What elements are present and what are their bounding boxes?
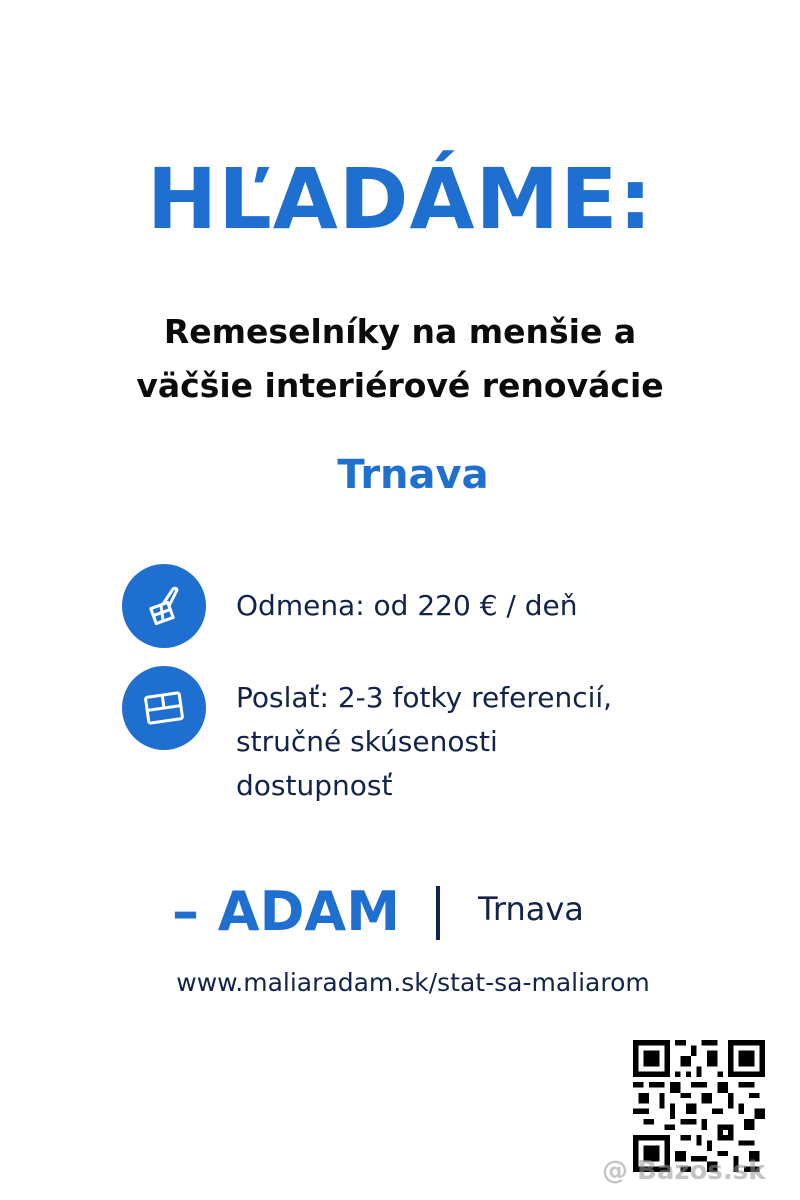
send-line-1: Poslať: 2-3 fotky referencií, [236, 681, 613, 714]
photos-icon [122, 666, 206, 750]
paint-brush-icon [122, 564, 206, 648]
subhead-line-2: väčšie interiérové renovácie [136, 366, 664, 405]
reward-text [236, 584, 578, 628]
send-text [236, 676, 612, 808]
subhead-line-1: Remeselníky na menšie a [163, 312, 637, 351]
signature-name: – ADAM [172, 880, 400, 943]
reward-line: Odmena: od 220 € / deň [236, 589, 578, 622]
signature-city: Trnava [478, 890, 584, 928]
subheadline [60, 305, 740, 413]
watermark: @ Bazos.sk [602, 1156, 766, 1186]
website-link[interactable]: www.maliaradam.sk/stat-sa-maliarom [176, 968, 650, 997]
send-line-2: stručné skúsenosti [236, 725, 498, 758]
qr-code-icon [633, 1040, 765, 1172]
signature-divider [436, 886, 440, 940]
send-line-3: dostupnosť [236, 769, 393, 802]
headline: HĽADÁME: [146, 150, 654, 248]
city-label: Trnava [337, 452, 489, 498]
signature [0, 880, 800, 950]
